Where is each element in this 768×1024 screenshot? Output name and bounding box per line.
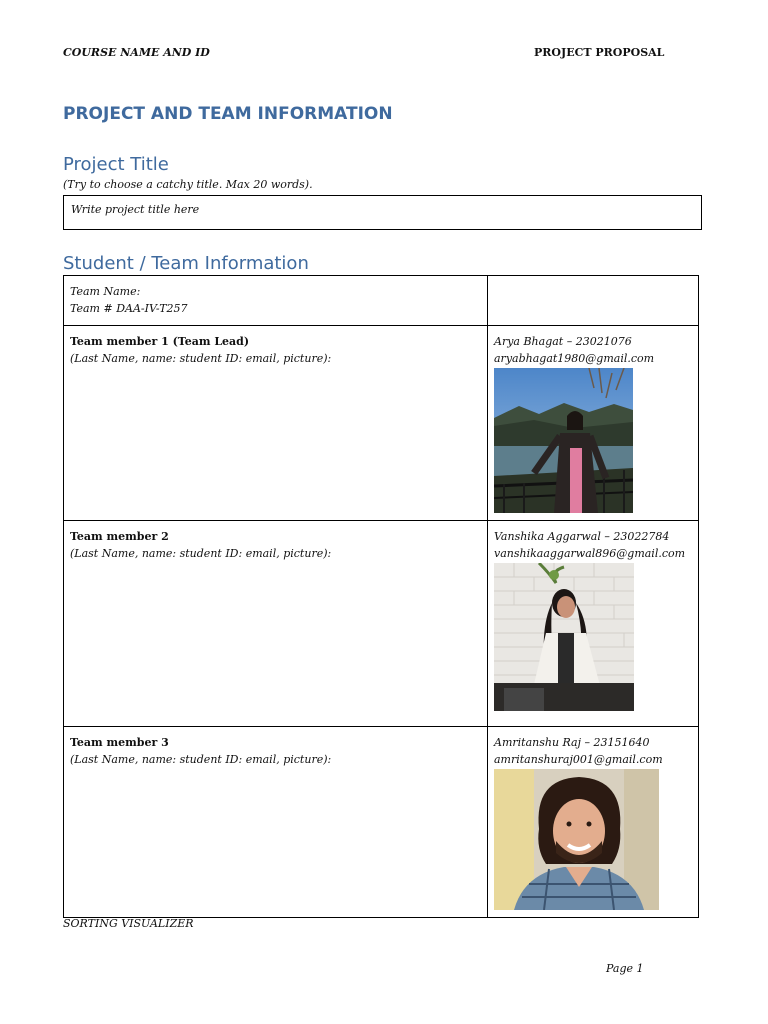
member-info-cell [488,326,699,521]
member-info-cell [488,521,699,727]
project-title-heading: Project Title [63,154,169,175]
footer-project-name: SORTING VISUALIZER [63,917,194,930]
project-title-field[interactable]: Write project title here [63,195,702,230]
doc-type-header: PROJECT PROPOSAL [534,46,665,59]
course-header: COURSE NAME AND ID [63,46,210,59]
team-info-heading: Student / Team Information [63,253,309,274]
team-name-cell [64,276,488,326]
team-number: Team # DAA-IV-T257 [70,302,188,315]
member-row [64,727,699,918]
member-photo [494,563,634,711]
member-label: Team member 3 [70,736,169,749]
member-label: Team member 1 (Team Lead) [70,335,250,348]
member-email: amritanshuraj001@gmail.com [494,753,663,766]
member-label-cell [64,326,488,521]
team-name-value-cell[interactable] [488,276,699,326]
team-name-label: Team Name: [70,285,141,298]
team-table [63,275,699,918]
member-name-id: Amritanshu Raj – 23151640 [494,736,650,749]
member-row [64,521,699,727]
project-title-note: (Try to choose a catchy title. Max 20 words). [63,178,313,191]
member-email: vanshikaaggarwal896@gmail.com [494,547,686,560]
page-number: Page 1 [606,962,644,975]
member-instructions: (Last Name, name: student ID: email, picture): [70,352,332,365]
member-label-cell [64,727,488,918]
section-heading: PROJECT AND TEAM INFORMATION [63,104,393,124]
member-instructions: (Last Name, name: student ID: email, picture): [70,547,332,560]
member-photo [494,769,659,910]
member-label-cell [64,521,488,727]
member-email: aryabhagat1980@gmail.com [494,352,655,365]
member-label: Team member 2 [70,530,169,543]
member-info-cell [488,727,699,918]
member-instructions: (Last Name, name: student ID: email, picture): [70,753,332,766]
team-name-row [64,276,699,326]
member-row [64,326,699,521]
member-name-id: Arya Bhagat – 23021076 [494,335,632,348]
member-name-id: Vanshika Aggarwal – 23022784 [494,530,670,543]
member-photo [494,368,633,513]
